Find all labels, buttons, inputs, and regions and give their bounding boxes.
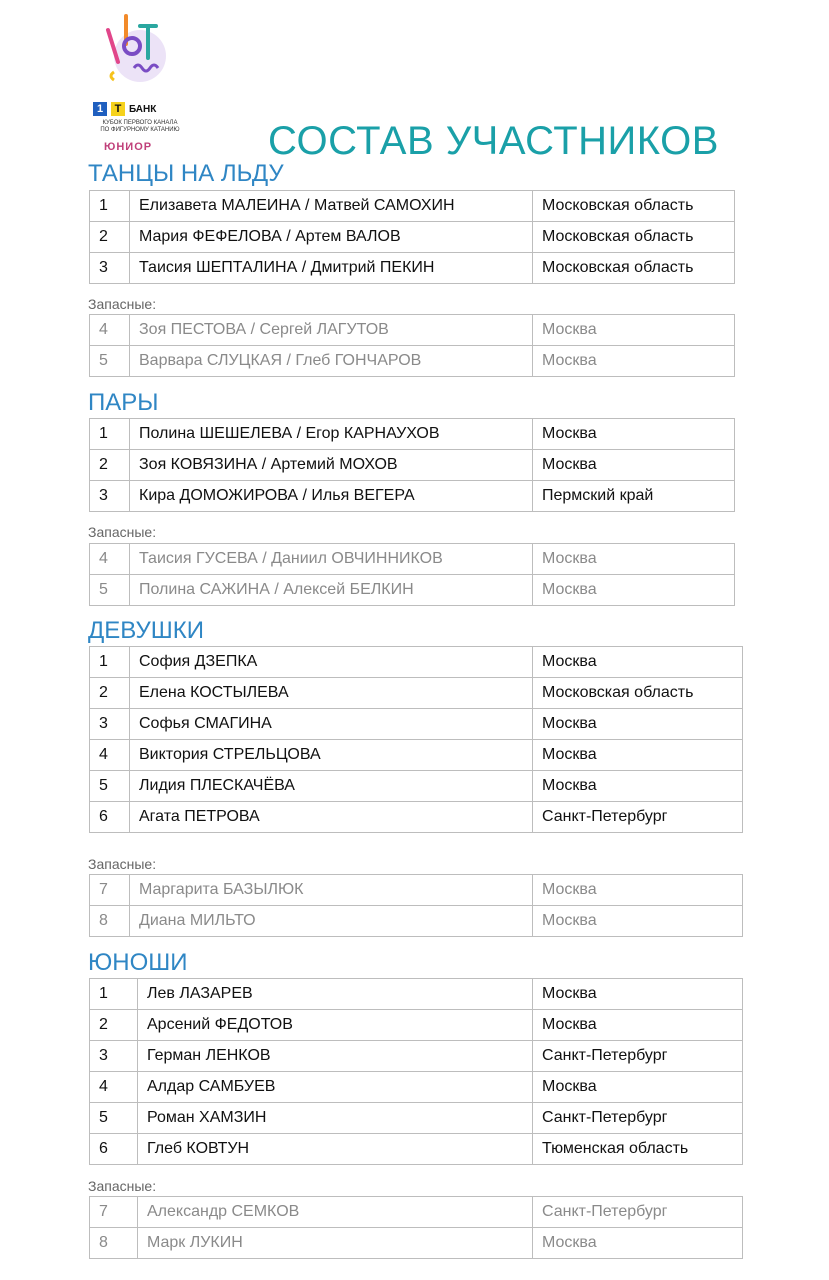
section-title-ice-dance: ТАНЦЫ НА ЛЬДУ	[88, 160, 284, 187]
participant-name: Диана МИЛЬТО	[130, 906, 533, 937]
row-number: 5	[90, 346, 130, 377]
participant-region: Москва	[533, 575, 735, 606]
participant-name: Герман ЛЕНКОВ	[138, 1041, 533, 1072]
reserve-label-girls: Запасные:	[88, 856, 157, 872]
table-row	[90, 1103, 743, 1134]
table-row	[90, 875, 743, 906]
table-row	[90, 450, 735, 481]
participant-name: Алдар САМБУЕВ	[138, 1072, 533, 1103]
cup-name-line-1: КУБОК ПЕРВОГО КАНАЛА	[102, 120, 178, 126]
reserve-label-boys: Запасные:	[88, 1178, 157, 1194]
participant-name: Зоя КОВЯЗИНА / Артемий МОХОВ	[130, 450, 533, 481]
table-row	[90, 222, 735, 253]
junior-cup-logo-icon	[96, 6, 168, 90]
participant-name: Виктория СТРЕЛЬЦОВА	[130, 740, 533, 771]
participant-name: Александр СЕМКОВ	[138, 1197, 533, 1228]
participant-region: Санкт-Петербург	[533, 802, 743, 833]
section-title-girls: ДЕВУШКИ	[88, 617, 204, 644]
row-number: 1	[90, 191, 130, 222]
table-row	[90, 575, 735, 606]
participant-region: Санкт-Петербург	[533, 1197, 743, 1228]
ice-dance-reserve-table	[89, 314, 735, 377]
table-row	[90, 1072, 743, 1103]
row-number: 5	[90, 771, 130, 802]
table-row	[90, 647, 743, 678]
table-row	[90, 481, 735, 512]
row-number: 3	[90, 1041, 138, 1072]
boys-main-table	[89, 978, 743, 1165]
row-number: 4	[90, 544, 130, 575]
row-number: 2	[90, 1010, 138, 1041]
participant-region: Москва	[533, 450, 735, 481]
row-number: 4	[90, 1072, 138, 1103]
tbank-logo: Т	[111, 102, 125, 116]
participant-region: Пермский край	[533, 481, 735, 512]
reserve-label-ice-dance: Запасные:	[88, 296, 157, 312]
table-row	[90, 906, 743, 937]
table-row	[90, 419, 735, 450]
participant-region: Москва	[533, 906, 743, 937]
participant-name: Лев ЛАЗАРЕВ	[138, 979, 533, 1010]
participant-name: Кира ДОМОЖИРОВА / Илья ВЕГЕРА	[130, 481, 533, 512]
row-number: 4	[90, 740, 130, 771]
participant-region: Москва	[533, 1072, 743, 1103]
section-title-pairs: ПАРЫ	[88, 389, 159, 416]
table-row	[90, 709, 743, 740]
participant-region: Москва	[533, 346, 735, 377]
participant-name: Таисия ШЕПТАЛИНА / Дмитрий ПЕКИН	[130, 253, 533, 284]
participant-region: Москва	[533, 419, 735, 450]
row-number: 8	[90, 1228, 138, 1259]
row-number: 3	[90, 481, 130, 512]
row-number: 6	[90, 1134, 138, 1165]
row-number: 3	[90, 253, 130, 284]
participant-name: Глеб КОВТУН	[138, 1134, 533, 1165]
participant-name: Маргарита БАЗЫЛЮК	[130, 875, 533, 906]
participant-name: Елена КОСТЫЛЕВА	[130, 678, 533, 709]
table-row	[90, 678, 743, 709]
row-number: 3	[90, 709, 130, 740]
participant-name: Полина САЖИНА / Алексей БЕЛКИН	[130, 575, 533, 606]
row-number: 6	[90, 802, 130, 833]
table-row	[90, 315, 735, 346]
participant-region: Москва	[533, 771, 743, 802]
participant-name: Лидия ПЛЕСКАЧЁВА	[130, 771, 533, 802]
participant-name: Зоя ПЕСТОВА / Сергей ЛАГУТОВ	[130, 315, 533, 346]
ice-dance-main-table	[89, 190, 735, 284]
table-row	[90, 1197, 743, 1228]
girls-reserve-table	[89, 874, 743, 937]
table-row	[90, 740, 743, 771]
participant-region: Москва	[533, 979, 743, 1010]
row-number: 7	[90, 875, 130, 906]
table-row	[90, 771, 743, 802]
table-row	[90, 1041, 743, 1072]
row-number: 2	[90, 222, 130, 253]
participant-region: Московская область	[533, 191, 735, 222]
girls-main-table	[89, 646, 743, 833]
sponsor-row	[93, 102, 156, 116]
participant-name: Полина ШЕШЕЛЕВА / Егор КАРНАУХОВ	[130, 419, 533, 450]
participant-region: Москва	[533, 647, 743, 678]
table-row	[90, 191, 735, 222]
table-row	[90, 802, 743, 833]
table-row	[90, 253, 735, 284]
table-row	[90, 1228, 743, 1259]
pairs-reserve-table	[89, 543, 735, 606]
table-row	[90, 979, 743, 1010]
row-number: 2	[90, 678, 130, 709]
row-number: 1	[90, 419, 130, 450]
row-number: 1	[90, 979, 138, 1010]
row-number: 8	[90, 906, 130, 937]
participant-region: Московская область	[533, 678, 743, 709]
participant-region: Москва	[533, 1228, 743, 1259]
participant-name: Марк ЛУКИН	[138, 1228, 533, 1259]
participant-region: Москва	[533, 1010, 743, 1041]
participant-name: Агата ПЕТРОВА	[130, 802, 533, 833]
table-row	[90, 544, 735, 575]
row-number: 1	[90, 647, 130, 678]
participant-region: Санкт-Петербург	[533, 1041, 743, 1072]
participant-region: Московская область	[533, 253, 735, 284]
tbank-label: БАНК	[129, 103, 157, 115]
table-row	[90, 1134, 743, 1165]
junior-label: ЮНИОР	[104, 141, 153, 153]
table-row	[90, 346, 735, 377]
participant-region: Московская область	[533, 222, 735, 253]
section-title-boys: ЮНОШИ	[88, 949, 188, 976]
participant-name: Софья СМАГИНА	[130, 709, 533, 740]
participant-name: Елизавета МАЛЕИНА / Матвей САМОХИН	[130, 191, 533, 222]
participant-region: Москва	[533, 315, 735, 346]
row-number: 7	[90, 1197, 138, 1228]
participant-region: Санкт-Петербург	[533, 1103, 743, 1134]
table-row	[90, 1010, 743, 1041]
participant-name: София ДЗЕПКА	[130, 647, 533, 678]
pairs-main-table	[89, 418, 735, 512]
row-number: 4	[90, 315, 130, 346]
participant-region: Москва	[533, 875, 743, 906]
channel-one-logo: 1	[93, 102, 107, 116]
participant-region: Москва	[533, 709, 743, 740]
cup-name-line-2: ПО ФИГУРНОМУ КАТАНИЮ	[100, 127, 180, 133]
participant-name: Роман ХАМЗИН	[138, 1103, 533, 1134]
page-title: СОСТАВ УЧАСТНИКОВ	[268, 118, 719, 163]
row-number: 5	[90, 1103, 138, 1134]
participant-name: Арсений ФЕДОТОВ	[138, 1010, 533, 1041]
participant-region: Москва	[533, 740, 743, 771]
row-number: 5	[90, 575, 130, 606]
reserve-label-pairs: Запасные:	[88, 524, 157, 540]
row-number: 2	[90, 450, 130, 481]
event-logo	[88, 6, 188, 156]
participant-region: Тюменская область	[533, 1134, 743, 1165]
participant-region: Москва	[533, 544, 735, 575]
participant-name: Таисия ГУСЕВА / Даниил ОВЧИННИКОВ	[130, 544, 533, 575]
participant-name: Мария ФЕФЕЛОВА / Артем ВАЛОВ	[130, 222, 533, 253]
boys-reserve-table	[89, 1196, 743, 1259]
participant-name: Варвара СЛУЦКАЯ / Глеб ГОНЧАРОВ	[130, 346, 533, 377]
